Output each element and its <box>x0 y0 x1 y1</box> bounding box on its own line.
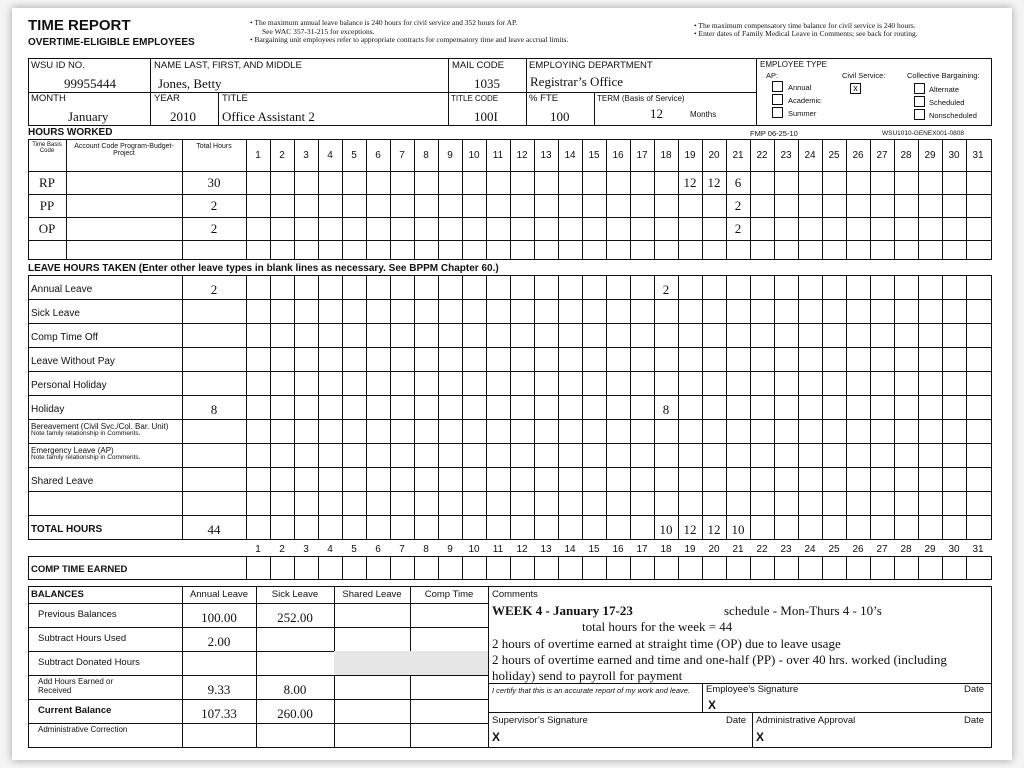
total-hours-label: TOTAL HOURS <box>31 524 103 535</box>
day-header: 24 <box>804 150 816 161</box>
mail-code-value[interactable]: 1035 <box>474 76 500 91</box>
fmp-code: FMP 06-25-10 <box>750 129 798 138</box>
day-hours-cell[interactable]: 12 <box>683 175 697 190</box>
balance-row-label: Administrative Correction <box>38 725 128 734</box>
day-number: 15 <box>588 544 600 555</box>
form-subtitle: OVERTIME-ELIGIBLE EMPLOYEES <box>28 37 195 48</box>
supervisor-date-label: Date <box>726 715 747 726</box>
account-code-header: Account Code Program-Budget-Project <box>74 143 174 157</box>
comment-week[interactable]: WEEK 4 - January 17-23 <box>492 603 633 618</box>
form-number: WSU1010-GENEX001-0808 <box>882 130 965 137</box>
day-number: 9 <box>447 544 453 555</box>
ap-summer-label: Summer <box>788 109 817 118</box>
balance-value-cell[interactable]: 107.33 <box>201 706 237 721</box>
title-code-label: TITLE CODE <box>451 94 499 103</box>
day-header: 13 <box>540 150 552 161</box>
admin-signature-x[interactable]: X <box>756 730 765 744</box>
leave-type-label: Leave Without Pay <box>31 356 115 367</box>
leave-type-label: Shared Leave <box>31 476 94 487</box>
note-left-1: • The maximum annual leave balance is 240 hours for civil service and 352 hours for AP. <box>250 18 518 27</box>
balance-col-header: Comp Time <box>424 589 474 600</box>
term-value[interactable]: 12 <box>650 106 663 121</box>
day-number: 18 <box>660 544 672 555</box>
certify-text: I certify that this is an accurate report of my work and leave. <box>492 686 691 695</box>
day-number: 14 <box>564 544 576 555</box>
mail-code-label: MAIL CODE <box>452 60 504 71</box>
year-value[interactable]: 2010 <box>170 109 196 124</box>
comment-schedule[interactable]: schedule - Mon-Thurs 4 - 10’s <box>724 603 882 618</box>
cb-alternate-label: Alternate <box>929 85 960 94</box>
day-header: 21 <box>732 150 744 161</box>
day-number: 29 <box>924 544 936 555</box>
employee-date-label: Date <box>964 684 985 695</box>
day-hours-cell[interactable]: 2 <box>734 198 742 213</box>
day-header: 27 <box>876 150 888 161</box>
employee-type-label: EMPLOYEE TYPE <box>760 60 827 69</box>
day-header: 20 <box>708 150 720 161</box>
cb-scheduled-checkbox[interactable] <box>914 96 925 107</box>
day-number: 19 <box>684 544 696 555</box>
total-hours-header: Total Hours <box>196 143 232 150</box>
day-header: 8 <box>423 150 429 161</box>
day-header: 1 <box>255 150 261 161</box>
day-header: 22 <box>756 150 768 161</box>
balance-row-label: Previous Balances <box>38 609 117 620</box>
day-header: 28 <box>900 150 912 161</box>
leave-type-label: Personal Holiday <box>31 380 107 391</box>
comp-time-label: COMP TIME EARNED <box>31 564 128 575</box>
day-number: 6 <box>375 544 381 555</box>
day-header: 16 <box>612 150 624 161</box>
day-header: 14 <box>564 150 576 161</box>
cb-nonscheduled-checkbox[interactable] <box>914 109 925 120</box>
employee-signature-label: Employee’s Signature <box>706 684 799 695</box>
day-number: 1 <box>255 544 261 555</box>
time-code-cell[interactable]: OP <box>38 221 56 236</box>
leave-hours-label: LEAVE HOURS TAKEN (Enter other leave types in blank lines as necessary. See BPPM Chapter 60.) <box>28 263 499 274</box>
balance-value-cell[interactable]: 2.00 <box>207 634 231 649</box>
day-hours-cell[interactable]: 6 <box>734 175 742 190</box>
supervisor-signature-label: Supervisor’s Signature <box>492 715 588 726</box>
term-label: TERM (Basis of Service) <box>597 94 685 103</box>
day-number: 24 <box>804 544 816 555</box>
day-header: 17 <box>636 150 648 161</box>
month-label: MONTH <box>31 93 66 104</box>
title-value[interactable]: Office Assistant 2 <box>222 109 315 124</box>
day-header: 31 <box>972 150 984 161</box>
comments-label: Comments <box>492 589 538 600</box>
day-header: 11 <box>492 150 504 161</box>
wsu-id-label: WSU ID NO. <box>31 60 85 71</box>
balance-col-header: Shared Leave <box>342 589 402 600</box>
leave-total-cell[interactable]: 8 <box>210 402 218 417</box>
ap-academic-checkbox[interactable] <box>772 94 783 105</box>
day-header: 25 <box>828 150 840 161</box>
balance-value-cell[interactable]: 100.00 <box>201 610 237 625</box>
day-header: 30 <box>948 150 960 161</box>
leave-type-label: Comp Time Off <box>31 332 99 343</box>
day-number: 17 <box>636 544 648 555</box>
balance-row-label: Current Balance <box>38 705 112 716</box>
balance-col-header: Annual Leave <box>189 589 249 600</box>
comment-line-1[interactable]: 2 hours of overtime earned at straight time (OP) due to leave usage <box>492 636 841 651</box>
day-number: 22 <box>756 544 768 555</box>
day-header: 29 <box>924 150 936 161</box>
day-header: 6 <box>375 150 381 161</box>
total-hours-cell[interactable]: 2 <box>210 198 218 213</box>
day-number: 23 <box>780 544 792 555</box>
day-hours-cell[interactable]: 12 <box>707 175 721 190</box>
comment-line-3[interactable]: holiday) send to payroll for payment <box>492 668 683 683</box>
day-header: 18 <box>660 150 672 161</box>
name-label: NAME LAST, FIRST, AND MIDDLE <box>154 60 302 71</box>
day-header: 7 <box>399 150 405 161</box>
term-unit: Months <box>690 110 717 119</box>
balance-col-header: Sick Leave <box>271 589 319 600</box>
balance-value-cell[interactable]: 260.00 <box>277 706 313 721</box>
note-right-1: • The maximum compensatory time balance for civil service is 240 hours. <box>694 21 916 30</box>
day-number: 26 <box>852 544 864 555</box>
leave-type-label: Emergency Leave (AP) <box>31 446 114 455</box>
day-header: 10 <box>468 150 480 161</box>
day-header: 15 <box>588 150 600 161</box>
collective-bargaining-label: Collective Bargaining: <box>907 71 980 80</box>
day-number: 30 <box>948 544 960 555</box>
ap-summer-checkbox[interactable] <box>772 107 783 118</box>
balance-row-label: Subtract Hours Used <box>38 633 127 644</box>
dept-value[interactable]: Registrar’s Office <box>530 74 624 89</box>
total-hours-cell[interactable]: 2 <box>210 221 218 236</box>
employee-signature-x[interactable]: X <box>708 698 717 712</box>
title-label: TITLE <box>222 93 248 104</box>
leave-type-note: Note family relationship in Comments. <box>31 454 141 461</box>
day-header: 26 <box>852 150 864 161</box>
comment-total-line[interactable]: total hours for the week = 44 <box>582 619 733 634</box>
balance-value-cell[interactable]: 252.00 <box>277 610 313 625</box>
day-number: 4 <box>327 544 333 555</box>
total-hours-cell[interactable]: 30 <box>207 175 221 190</box>
civil-service-label: Civil Service: <box>842 71 886 80</box>
cb-nonscheduled-label: Nonscheduled <box>929 111 977 120</box>
title-code-value[interactable]: 100I <box>474 109 498 124</box>
day-number: 5 <box>351 544 357 555</box>
total-day-cell[interactable]: 10 <box>659 522 673 537</box>
day-header: 2 <box>279 150 285 161</box>
month-value[interactable]: January <box>68 109 109 124</box>
form-title: TIME REPORT <box>28 17 131 34</box>
ap-label: AP: <box>766 71 779 80</box>
time-code-cell[interactable]: PP <box>39 198 55 213</box>
day-number: 11 <box>492 544 504 555</box>
name-value[interactable]: Jones, Betty <box>158 76 222 91</box>
balance-value-cell[interactable]: 9.33 <box>207 682 231 697</box>
fte-value[interactable]: 100 <box>550 109 570 124</box>
ap-annual-label: Annual <box>788 83 812 92</box>
day-number: 31 <box>972 544 984 555</box>
admin-approval-label: Administrative Approval <box>756 715 856 726</box>
balances-label: BALANCES <box>31 589 84 600</box>
day-header: 5 <box>351 150 357 161</box>
leave-total-cell[interactable]: 2 <box>210 282 218 297</box>
balance-value-cell[interactable]: 8.00 <box>283 682 307 697</box>
day-header: 23 <box>780 150 792 161</box>
leave-type-note: Note family relationship in Comments. <box>31 430 141 437</box>
day-header: 12 <box>516 150 528 161</box>
time-code-cell[interactable]: RP <box>39 175 55 190</box>
time-basis-code-header: Time Basis Code <box>32 142 62 154</box>
dept-label: EMPLOYING DEPARTMENT <box>529 60 653 71</box>
total-day-cell[interactable]: 10 <box>731 522 745 537</box>
day-number: 3 <box>303 544 309 555</box>
day-header: 9 <box>447 150 453 161</box>
day-number: 13 <box>540 544 552 555</box>
balance-row-label: Add Hours Earned or Received <box>38 677 114 695</box>
ap-academic-label: Academic <box>788 96 821 105</box>
day-header: 4 <box>327 150 333 161</box>
day-number: 10 <box>468 544 480 555</box>
balance-row-label: Subtract Donated Hours <box>38 657 140 668</box>
leave-day-cell[interactable]: 8 <box>662 402 670 417</box>
day-number: 27 <box>876 544 888 555</box>
cb-scheduled-label: Scheduled <box>929 98 965 107</box>
note-right-2: • Enter dates of Family Medical Leave in Comments; see back for routing. <box>694 29 918 38</box>
hours-worked-label: HOURS WORKED <box>28 127 113 138</box>
wsu-id-value[interactable]: 99955444 <box>64 76 116 91</box>
day-number: 25 <box>828 544 840 555</box>
leave-day-cell[interactable]: 2 <box>662 282 670 297</box>
day-number: 21 <box>732 544 744 555</box>
grand-total-cell[interactable]: 44 <box>207 522 221 537</box>
day-number: 7 <box>399 544 405 555</box>
day-hours-cell[interactable]: 2 <box>734 221 742 236</box>
ap-annual-checkbox[interactable] <box>772 81 783 92</box>
civil-service-checkbox[interactable]: x <box>850 83 861 94</box>
admin-date-label: Date <box>964 715 985 726</box>
leave-type-label: Sick Leave <box>31 308 80 319</box>
day-number: 20 <box>708 544 720 555</box>
day-header: 3 <box>303 150 309 161</box>
note-left-3: • Bargaining unit employees refer to appropriate contracts for compensatory time and leave accrual limits. <box>250 35 569 44</box>
total-day-cell[interactable]: 12 <box>707 522 721 537</box>
day-number: 2 <box>279 544 285 555</box>
time-report-form <box>12 8 1012 760</box>
total-day-cell[interactable]: 12 <box>683 522 697 537</box>
leave-type-label: Annual Leave <box>31 284 93 295</box>
note-left-2: See WAC 357-31-215 for exceptions. <box>262 27 375 36</box>
supervisor-signature-x[interactable]: X <box>492 730 501 744</box>
fte-label: % FTE <box>529 93 559 104</box>
day-number: 16 <box>612 544 624 555</box>
shaded-cell <box>334 651 488 675</box>
day-header: 19 <box>684 150 696 161</box>
leave-type-label: Holiday <box>31 404 65 415</box>
day-number: 28 <box>900 544 912 555</box>
year-label: YEAR <box>154 93 180 104</box>
comment-line-2[interactable]: 2 hours of overtime earned and time and one-half (PP) - over 40 hrs. worked (including <box>492 652 947 667</box>
leave-type-label: Bereavement (Civil Svc./Col. Bar. Unit) <box>31 422 169 431</box>
cb-alternate-checkbox[interactable] <box>914 83 925 94</box>
day-number: 12 <box>516 544 528 555</box>
day-number: 8 <box>423 544 429 555</box>
